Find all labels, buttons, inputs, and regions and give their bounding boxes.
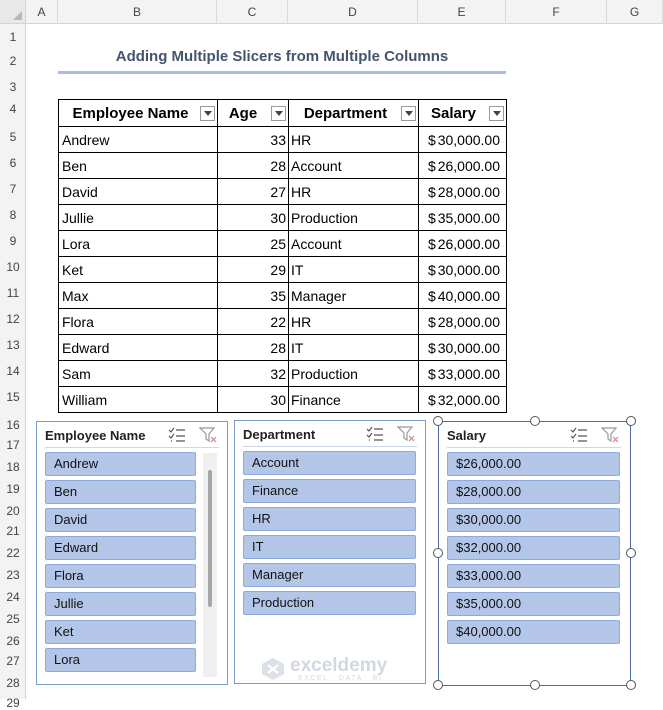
slicer-item[interactable]: $28,000.00 — [447, 480, 620, 504]
resize-handle[interactable] — [433, 680, 443, 690]
currency-symbol: $ — [428, 131, 436, 148]
row-header-19[interactable]: 19 — [6, 482, 20, 496]
column-header-bar — [0, 0, 663, 24]
cell-age[interactable]: 32 — [218, 361, 289, 387]
slicer-title: Employee Name — [45, 428, 146, 443]
slicer-item[interactable]: David — [45, 508, 196, 532]
row-header-24[interactable]: 24 — [6, 590, 20, 604]
slicer-item[interactable]: $32,000.00 — [447, 536, 620, 560]
multi-select-icon[interactable] — [570, 427, 588, 443]
filter-dropdown-icon[interactable] — [401, 106, 416, 121]
clear-filter-icon[interactable] — [397, 426, 415, 442]
row-header-10[interactable]: 10 — [6, 260, 20, 274]
filter-dropdown-icon[interactable] — [271, 106, 286, 121]
cell-age[interactable]: 22 — [218, 309, 289, 335]
column-header-b[interactable]: B — [58, 0, 217, 24]
cell-department[interactable]: Account — [289, 153, 419, 179]
resize-handle[interactable] — [433, 548, 443, 558]
slicer-item[interactable]: Andrew — [45, 452, 196, 476]
cell-salary[interactable] — [419, 257, 507, 283]
currency-symbol: $ — [428, 157, 436, 174]
header-department: Department — [289, 100, 419, 127]
cell-salary[interactable] — [419, 309, 507, 335]
currency-symbol: $ — [428, 365, 436, 382]
salary-value: 28,000.00 — [437, 183, 500, 200]
slicer-item[interactable]: $35,000.00 — [447, 592, 620, 616]
salary-value: 30,000.00 — [437, 261, 500, 278]
cell-age[interactable]: 30 — [218, 387, 289, 413]
row-header-6[interactable]: 6 — [9, 156, 17, 170]
cell-department[interactable]: IT — [289, 257, 419, 283]
row-header-18[interactable]: 18 — [6, 460, 20, 474]
exceldemy-logo-icon — [260, 657, 286, 681]
salary-value: 30,000.00 — [437, 339, 500, 356]
cell-department[interactable]: Manager — [289, 283, 419, 309]
slicer-item[interactable]: Ben — [45, 480, 196, 504]
slicer-employee-name[interactable] — [36, 421, 228, 685]
cell-employee-name[interactable]: Ket — [59, 257, 218, 283]
currency-symbol: $ — [428, 313, 436, 330]
row-header-11[interactable]: 11 — [6, 286, 20, 300]
cell-salary[interactable] — [419, 205, 507, 231]
clear-filter-icon[interactable] — [601, 427, 619, 443]
cell-department[interactable]: HR — [289, 309, 419, 335]
row-header-17[interactable]: 17 — [6, 438, 20, 452]
exceldemy-watermark — [258, 655, 408, 685]
row-header-26[interactable]: 26 — [6, 634, 20, 648]
salary-value: 26,000.00 — [437, 157, 500, 174]
cell-department[interactable]: HR — [289, 127, 419, 153]
cell-age[interactable]: 28 — [218, 153, 289, 179]
cell-age[interactable]: 27 — [218, 179, 289, 205]
currency-symbol: $ — [428, 391, 436, 408]
slicer-divider — [45, 447, 219, 448]
row-header-27[interactable]: 27 — [6, 654, 20, 668]
scrollbar-thumb[interactable] — [208, 470, 212, 607]
sheet-title: Adding Multiple Slicers from Multiple Columns — [115, 48, 449, 65]
slicer-item[interactable]: Finance — [243, 479, 416, 503]
table-row — [59, 335, 507, 361]
row-header-12[interactable]: 12 — [6, 312, 20, 326]
cell-department[interactable]: Production — [289, 361, 419, 387]
slicer-item[interactable]: $33,000.00 — [447, 564, 620, 588]
cell-department[interactable]: Account — [289, 231, 419, 257]
slicer-item[interactable]: $26,000.00 — [447, 452, 620, 476]
resize-handle[interactable] — [433, 416, 443, 426]
cell-employee-name[interactable]: William — [59, 387, 218, 413]
cell-age[interactable]: 28 — [218, 335, 289, 361]
select-all-corner[interactable] — [0, 0, 26, 24]
salary-value: 30,000.00 — [437, 131, 500, 148]
resize-handle[interactable] — [626, 680, 636, 690]
salary-value: 35,000.00 — [437, 209, 500, 226]
cell-age[interactable]: 35 — [218, 283, 289, 309]
currency-symbol: $ — [428, 183, 436, 200]
row-header-8[interactable]: 8 — [9, 208, 17, 222]
table-row — [59, 387, 507, 413]
table-row — [59, 205, 507, 231]
row-header-14[interactable]: 14 — [6, 364, 20, 378]
salary-value: 32,000.00 — [437, 391, 500, 408]
row-header-3[interactable]: 3 — [9, 80, 17, 94]
resize-handle[interactable] — [626, 548, 636, 558]
slicer-item[interactable]: Production — [243, 591, 416, 615]
cell-department[interactable]: IT — [289, 335, 419, 361]
cell-age[interactable]: 25 — [218, 231, 289, 257]
cell-age[interactable]: 30 — [218, 205, 289, 231]
table-row — [59, 231, 507, 257]
salary-value: 28,000.00 — [437, 313, 500, 330]
watermark-name: exceldemy — [290, 655, 388, 676]
column-header-f[interactable]: F — [506, 0, 607, 24]
column-header-a[interactable]: A — [26, 0, 58, 24]
cell-employee-name[interactable]: Flora — [59, 309, 218, 335]
slicer-item[interactable]: Account — [243, 451, 416, 475]
cell-employee-name[interactable]: Max — [59, 283, 218, 309]
slicer-item[interactable]: IT — [243, 535, 416, 559]
table-header-row — [59, 100, 507, 127]
resize-handle[interactable] — [530, 680, 540, 690]
currency-symbol: $ — [428, 287, 436, 304]
row-header-15[interactable]: 15 — [6, 390, 20, 404]
cell-salary[interactable] — [419, 231, 507, 257]
cell-employee-name[interactable]: Edward — [59, 335, 218, 361]
title-underline — [58, 71, 506, 74]
column-header-d[interactable]: D — [288, 0, 418, 24]
slicer-title: Salary — [447, 428, 487, 443]
clear-filter-icon[interactable] — [199, 427, 217, 443]
cell-salary[interactable] — [419, 361, 507, 387]
slicer-item[interactable]: $30,000.00 — [447, 508, 620, 532]
slicer-item[interactable]: Lora — [45, 648, 196, 672]
slicer-department[interactable] — [234, 420, 426, 684]
cell-salary[interactable] — [419, 335, 507, 361]
slicer-item[interactable]: $40,000.00 — [447, 620, 620, 644]
cell-employee-name[interactable]: Jullie — [59, 205, 218, 231]
cell-salary[interactable] — [419, 179, 507, 205]
slicer-salary[interactable] — [438, 421, 631, 686]
employee-table — [58, 99, 507, 413]
row-header-13[interactable]: 13 — [6, 338, 20, 352]
row-header-16[interactable]: 16 — [6, 418, 20, 432]
slicer-item[interactable]: Edward — [45, 536, 196, 560]
multi-select-icon[interactable] — [366, 426, 384, 442]
resize-handle[interactable] — [530, 416, 540, 426]
row-header-1[interactable]: 1 — [9, 30, 17, 44]
row-header-23[interactable]: 23 — [6, 568, 20, 582]
salary-value: 40,000.00 — [437, 287, 500, 304]
multi-select-icon[interactable] — [168, 427, 186, 443]
slicer-item[interactable]: Manager — [243, 563, 416, 587]
row-header-bar — [0, 24, 26, 710]
row-header-25[interactable]: 25 — [6, 612, 20, 626]
cell-age[interactable]: 29 — [218, 257, 289, 283]
row-header-9[interactable]: 9 — [9, 234, 17, 248]
slicer-item[interactable]: Flora — [45, 564, 196, 588]
header-age: Age — [218, 100, 289, 127]
cell-employee-name[interactable]: Ben — [59, 153, 218, 179]
column-header-e[interactable]: E — [418, 0, 506, 24]
currency-symbol: $ — [428, 339, 436, 356]
row-header-28[interactable]: 28 — [6, 676, 20, 690]
table-row — [59, 127, 507, 153]
row-header-7[interactable]: 7 — [9, 182, 17, 196]
cell-department[interactable]: Production — [289, 205, 419, 231]
row-header-21[interactable]: 21 — [6, 524, 20, 538]
watermark-tagline: EXCEL · DATA · BI — [298, 675, 383, 682]
table-row — [59, 361, 507, 387]
table-row — [59, 179, 507, 205]
resize-handle[interactable] — [626, 416, 636, 426]
slicer-item[interactable]: HR — [243, 507, 416, 531]
cell-employee-name[interactable]: Sam — [59, 361, 218, 387]
slicer-title: Department — [243, 427, 316, 442]
row-header-29[interactable]: 29 — [6, 696, 20, 710]
row-header-4[interactable]: 4 — [9, 102, 17, 116]
column-header-g[interactable]: G — [607, 0, 663, 24]
table-row — [59, 153, 507, 179]
row-header-2[interactable]: 2 — [9, 54, 17, 68]
column-header-c[interactable]: C — [217, 0, 288, 24]
cell-salary[interactable] — [419, 153, 507, 179]
table-row — [59, 309, 507, 335]
salary-value: 33,000.00 — [437, 365, 500, 382]
filter-dropdown-icon[interactable] — [200, 106, 215, 121]
cell-salary[interactable] — [419, 387, 507, 413]
cell-department[interactable]: Finance — [289, 387, 419, 413]
table-row — [59, 283, 507, 309]
slicer-item[interactable]: Ket — [45, 620, 196, 644]
cell-employee-name[interactable]: Lora — [59, 231, 218, 257]
slicer-divider — [447, 447, 621, 448]
cell-age[interactable]: 33 — [218, 127, 289, 153]
currency-symbol: $ — [428, 209, 436, 226]
header-salary: Salary — [419, 100, 507, 127]
cell-employee-name[interactable]: David — [59, 179, 218, 205]
row-header-22[interactable]: 22 — [6, 546, 20, 560]
salary-value: 26,000.00 — [437, 235, 500, 252]
cell-salary[interactable] — [419, 283, 507, 309]
slicer-item[interactable]: Jullie — [45, 592, 196, 616]
slicer-divider — [243, 446, 417, 447]
row-header-5[interactable]: 5 — [9, 130, 17, 144]
filter-dropdown-icon[interactable] — [489, 106, 504, 121]
cell-salary[interactable] — [419, 127, 507, 153]
currency-symbol: $ — [428, 261, 436, 278]
cell-employee-name[interactable]: Andrew — [59, 127, 218, 153]
row-header-20[interactable]: 20 — [6, 504, 20, 518]
table-row — [59, 257, 507, 283]
header-employee-name: Employee Name — [59, 100, 218, 127]
currency-symbol: $ — [428, 235, 436, 252]
cell-department[interactable]: HR — [289, 179, 419, 205]
